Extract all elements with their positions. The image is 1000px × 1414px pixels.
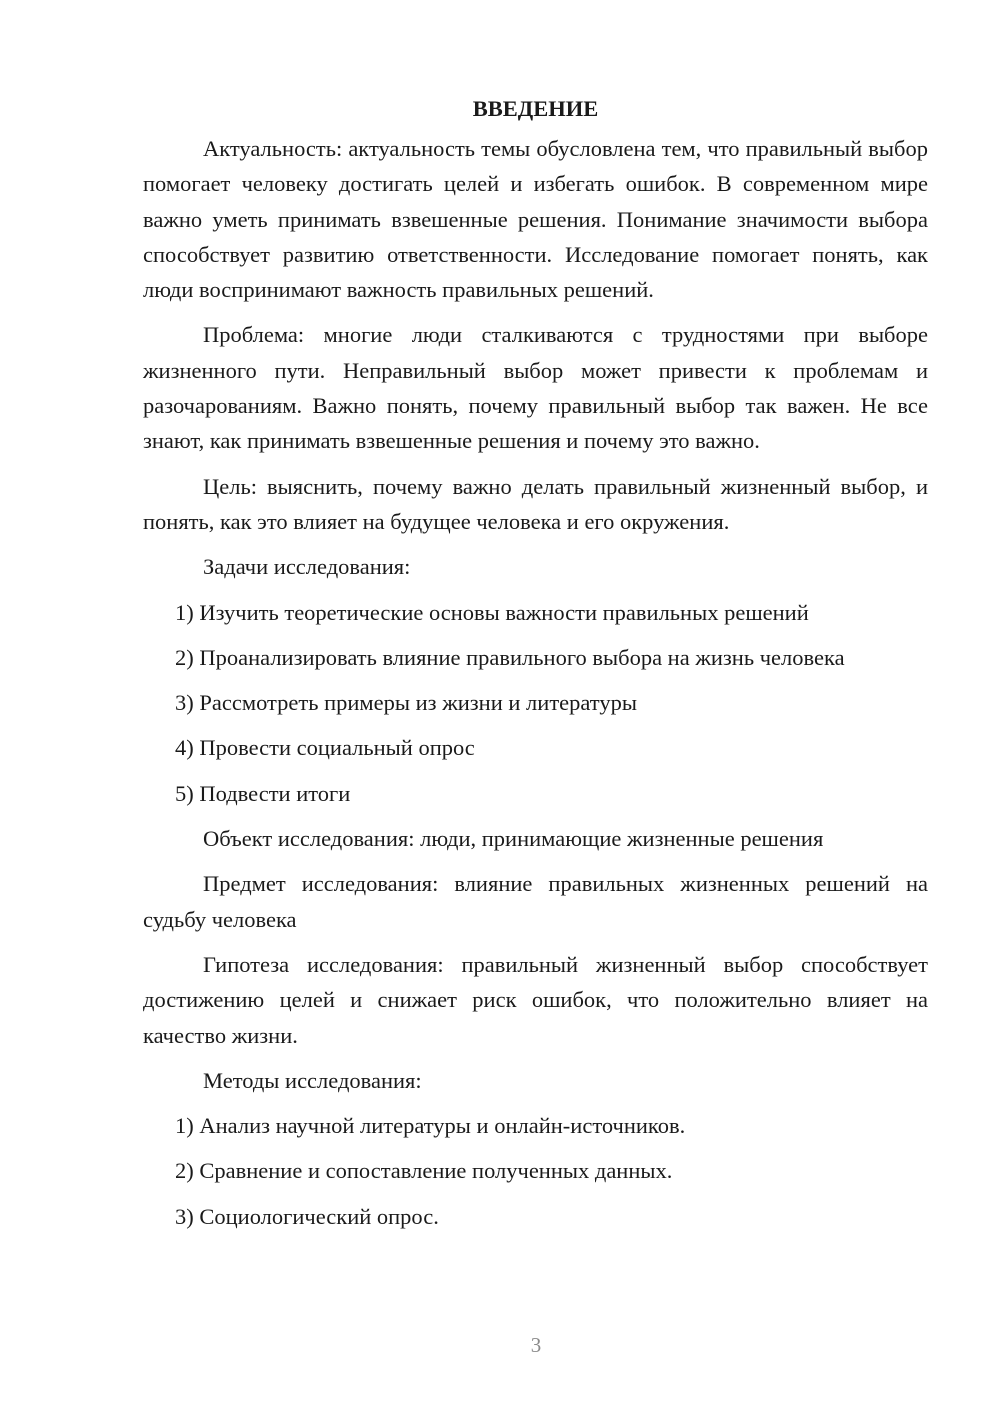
list-item: 4) Провести социальный опрос	[175, 735, 475, 761]
relevance-paragraph: Актуальность: актуальность темы обусловлена тем, что правильный выбор помогает человеку достигать целей и избегать ошибок. В современном мире важно уметь принимать взвешенные решения. Понимание значимости выбора способствует развитию ответственности. Исследование помогает понять, как люди воспринимают важность правильных решений.	[143, 136, 928, 303]
object-line: Объект исследования: люди, принимающие жизненные решения	[203, 826, 824, 852]
page-number: 3	[530, 1333, 542, 1357]
page-title: ВВЕДЕНИЕ	[472, 96, 599, 121]
hypothesis-paragraph: Гипотеза исследования: правильный жизненный выбор способствует достижению целей и снижает риск ошибок, что положительно влияет на качество жизни.	[143, 951, 928, 1048]
list-item: 2) Сравнение и сопоставление полученных данных.	[175, 1158, 673, 1184]
tasks-heading: Задачи исследования:	[203, 554, 411, 580]
list-item: 1) Анализ научной литературы и онлайн-источников.	[175, 1113, 686, 1139]
goal-paragraph: Цель: выяснить, почему важно делать правильный жизненный выбор, и понять, как это влияет на будущее человека и его окружения.	[143, 473, 928, 534]
subject-paragraph: Предмет исследования: влияние правильных жизненных решений на судьбу человека	[143, 871, 928, 932]
methods-list	[143, 1108, 928, 1234]
list-item: 1) Изучить теоретические основы важности правильных решений	[175, 599, 809, 625]
methods-heading: Методы исследования:	[203, 1067, 422, 1093]
list-item: 2) Проанализировать влияние правильного выбора на жизнь человека	[175, 644, 845, 670]
tasks-list	[143, 595, 928, 811]
list-item: 3) Рассмотреть примеры из жизни и литературы	[175, 690, 637, 716]
list-item: 3) Социологический опрос.	[175, 1203, 439, 1229]
problem-paragraph: Проблема: многие люди сталкиваются с трудностями при выборе жизненного пути. Неправильный выбор может привести к проблемам и разочарованиям. Важно понять, почему правильный выбор так важен. Не все знают, как принимать взвешенные решения и почему это важно.	[143, 322, 928, 454]
list-item: 5) Подвести итоги	[175, 780, 351, 806]
